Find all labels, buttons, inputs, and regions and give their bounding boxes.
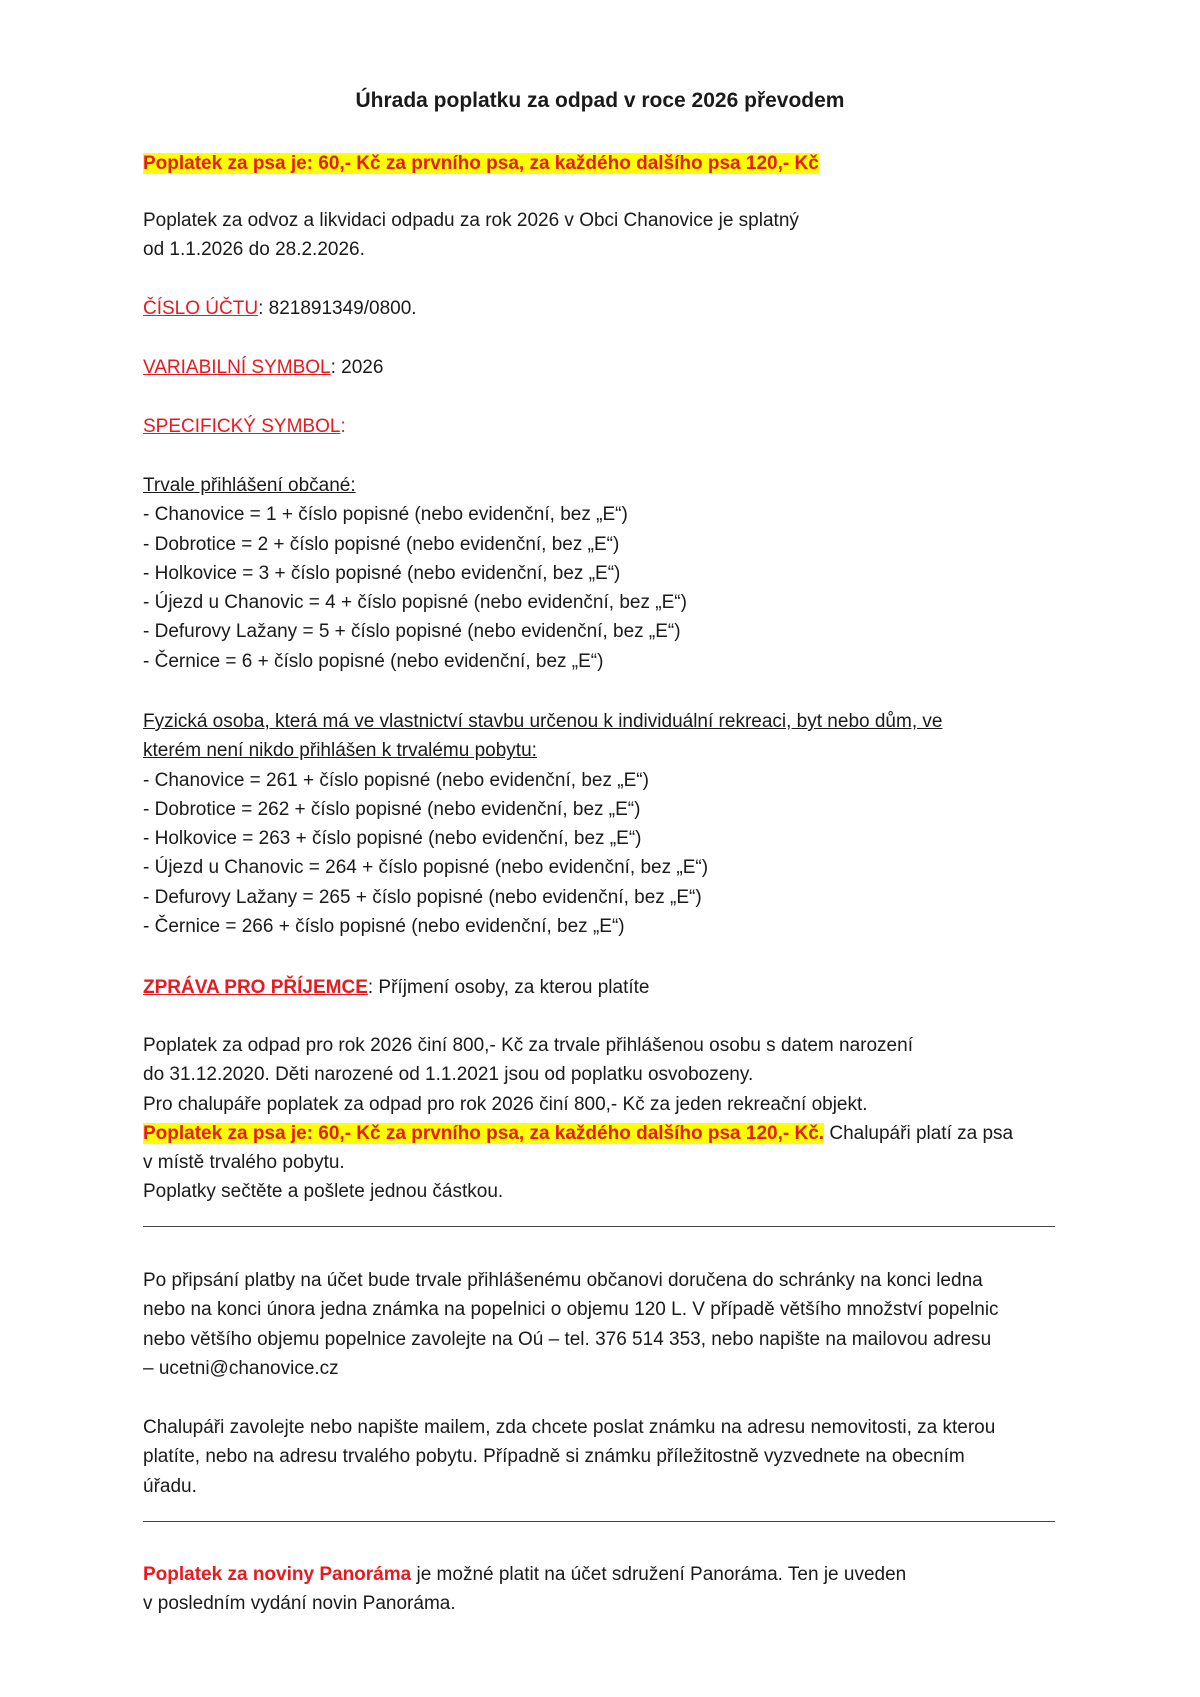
- panorama-line: v posledním vydání novin Panoráma.: [143, 1593, 456, 1615]
- list-item: - Defurovy Lažany = 5 + číslo popisné (nebo evidenční, bez „E“): [143, 621, 681, 643]
- list-item: - Chanovice = 261 + číslo popisné (nebo evidenční, bez „E“): [143, 769, 649, 791]
- panorama-line: je možné platit na účet sdružení Panoráma. Ten je uveden: [411, 1564, 907, 1585]
- dog-fee-highlight: Poplatek za psa je: 60,- Kč za prvního psa, za každého dalšího psa 120,- Kč.: [143, 1122, 825, 1144]
- list-item: - Újezd u Chanovic = 4 + číslo popisné (nebo evidenční, bez „E“): [143, 592, 687, 614]
- variable-symbol-label: VARIABILNÍ SYMBOL: [143, 357, 331, 378]
- list-item: - Dobrotice = 2 + číslo popisné (nebo evidenční, bez „E“): [143, 533, 620, 555]
- specific-symbol-colon: :: [340, 416, 346, 437]
- intro-line: od 1.1.2026 do 28.2.2026.: [143, 239, 365, 261]
- cottagers-line: úřadu.: [143, 1475, 197, 1497]
- recipient-message-label: ZPRÁVA PRO PŘÍJEMCE: [143, 977, 368, 998]
- residents-heading: Trvale přihlášení občané:: [143, 475, 356, 496]
- sticker-line: Po připsání platby na účet bude trvale přihlášenému občanovi doručena do schránky na konci ledna: [143, 1270, 983, 1291]
- list-item: - Defurovy Lažany = 265 + číslo popisné (nebo evidenční, bez „E“): [143, 886, 702, 908]
- dog-fee-notice-top: [143, 149, 1103, 178]
- account-number: [143, 294, 1103, 323]
- fees-paragraph: [143, 1031, 1103, 1207]
- list-item: - Újezd u Chanovic = 264 + číslo popisné (nebo evidenční, bez „E“): [143, 857, 709, 879]
- sticker-paragraph: [143, 1266, 1103, 1383]
- owners-heading: Fyzická osoba, která má ve vlastnictví stavbu určenou k individuální rekreaci, byt nebo dům, ve: [143, 711, 943, 732]
- fees-line: do 31.12.2020. Děti narozené od 1.1.2021 jsou od poplatku osvobozeny.: [143, 1064, 754, 1086]
- owners-section: [143, 707, 1103, 941]
- cottagers-line: platíte, nebo na adresu trvalého pobytu. Případně si známku příležitostně vyzvednete na obecním: [143, 1446, 965, 1468]
- fees-line: Chalupáři platí za psa: [824, 1122, 1014, 1144]
- list-item: - Holkovice = 263 + číslo popisné (nebo evidenční, bez „E“): [143, 828, 642, 850]
- panorama-label: Poplatek za noviny Panoráma: [143, 1564, 412, 1585]
- dog-fee-highlight: Poplatek za psa je: 60,- Kč za prvního psa, za každého dalšího psa 120,- Kč: [143, 153, 819, 174]
- fees-line: Poplatky sečtěte a pošlete jednou částkou.: [143, 1181, 504, 1203]
- residents-section: [143, 471, 1103, 676]
- page-title: Úhrada poplatku za odpad v roce 2026 převodem: [355, 89, 845, 112]
- divider: [143, 1521, 1055, 1522]
- fees-line: v místě trvalého pobytu.: [143, 1152, 345, 1174]
- divider: [143, 1226, 1055, 1227]
- list-item: - Holkovice = 3 + číslo popisné (nebo evidenční, bez „E“): [143, 562, 621, 584]
- variable-symbol: [143, 353, 1103, 382]
- sticker-line: nebo na konci února jedna známka na popelnici o objemu 120 L. V případě většího množství popelnic: [143, 1299, 999, 1321]
- cottagers-line: Chalupáři zavolejte nebo napište mailem, zda chcete poslat známku na adresu nemovitosti, za kterou: [143, 1417, 996, 1438]
- specific-symbol-label: SPECIFICKÝ SYMBOL: [143, 416, 341, 437]
- list-item: - Dobrotice = 262 + číslo popisné (nebo evidenční, bez „E“): [143, 798, 641, 820]
- list-item: - Černice = 6 + číslo popisné (nebo evidenční, bez „E“): [143, 650, 604, 672]
- cottagers-paragraph: [143, 1413, 1103, 1501]
- account-label: ČÍSLO ÚČTU: [143, 298, 259, 319]
- intro-line: Poplatek za odvoz a likvidaci odpadu za rok 2026 v Obci Chanovice je splatný: [143, 210, 799, 231]
- fees-line: Poplatek za odpad pro rok 2026 činí 800,- Kč za trvale přihlášenou osobu s datem narození: [143, 1035, 913, 1056]
- intro-paragraph: [143, 206, 1103, 265]
- recipient-message-value: : Příjmení osoby, za kterou platíte: [367, 977, 650, 998]
- recipient-message: [143, 973, 1103, 1002]
- owners-heading: kterém není nikdo přihlášen k trvalému pobytu:: [143, 740, 537, 762]
- fees-line: Pro chalupáře poplatek za odpad pro rok 2026 činí 800,- Kč za jeden rekreační objekt.: [143, 1093, 868, 1115]
- variable-symbol-value: : 2026: [330, 357, 384, 378]
- list-item: - Černice = 266 + číslo popisné (nebo evidenční, bez „E“): [143, 916, 625, 938]
- list-item: - Chanovice = 1 + číslo popisné (nebo evidenční, bez „E“): [143, 504, 628, 526]
- sticker-line: – ucetni@chanovice.cz: [143, 1357, 339, 1379]
- account-value: : 821891349/0800.: [258, 298, 417, 319]
- sticker-line: nebo většího objemu popelnice zavolejte na Oú – tel. 376 514 353, nebo napište na mailovou adresu: [143, 1328, 992, 1350]
- panorama-paragraph: [143, 1560, 1103, 1619]
- specific-symbol: [143, 412, 1103, 441]
